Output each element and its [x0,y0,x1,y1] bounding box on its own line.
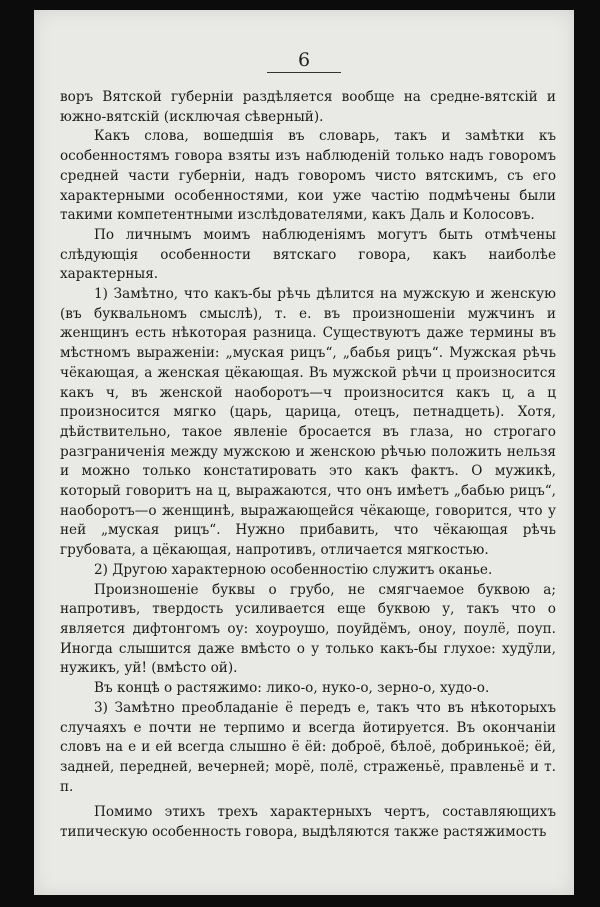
paragraph-3: По личнымъ моимъ наблюденіямъ могутъ быть отмѣчены слѣдующія особенности вятскаго говора, какъ наиболѣе характерныя. [60,226,556,283]
paragraph-5: 2) Другою характерною особенностію служитъ оканье. [94,561,493,578]
page-number: 6 [297,49,311,71]
book-page [34,10,574,895]
paragraph-6: Произношеніе буквы о грубо, не смягчаемое буквою а; напротивъ, твердость усиливается еще буквою у, такъ что о является дифтонгомъ оу: хоуроушо, поуйдёмъ, оноу, поулё, поуп. Иногда слышится даже вмѣсто о у только какъ-бы глухое: худўли, нужикъ, уй! (вмѣсто ой). [60,581,556,677]
paragraph-1: воръ Вятской губерніи раздѣляется вообще на средне-вятскій и южно-вятскій (исключая сѣверный). [60,89,556,125]
paragraph-9: Помимо этихъ трехъ характерныхъ чертъ, составляющихъ типическую особенность говора, выдѣляются также растяжимость [60,804,556,841]
header-rule [267,72,341,73]
page-header [34,50,574,73]
paragraph-8: 3) Замѣтно преобладаніе ё передъ е, такъ что въ нѣкоторыхъ случаяхъ е почти не терпимо и всегда йотируется. Въ окончаніи словъ на е и ей всегда слышно ё ёй: доброё, бѣлоё, добринькоё; ёй, задней, передней, вечерней; морё, полё, страженьё, правленьё и т. п. [60,699,556,795]
body-text [60,88,556,843]
paragraph-4: 1) Замѣтно, что какъ-бы рѣчь дѣлится на мужскую и женскую (въ буквальномъ смыслѣ), т. е. въ произношеніи мужчинъ и женщинъ есть нѣкоторая разница. Существуютъ даже термины въ мѣстномъ выраженіи: „муская рицъ“, „бабья рицъ“. Мужская рѣчь чёкающая, а женская цёкающая. Въ мужской рѣчи ц произносится какъ ч, въ женской наоборотъ—ч произносится какъ ц, а ц произносится мягко (царь, царица, отецъ, петнадцеть). Хотя, дѣйствительно, такое явленіе бросается въ глаза, но строгаго разграниченія между мужскою и женскою рѣчью положить нельзя и можно только констатировать это какъ фактъ. О мужикѣ, который говоритъ на ц, выражаются, что онъ имѣетъ „бабью рицъ“, наоборотъ—о женщинѣ, выражающейся чёкающе, говорится, что у ней „муская рицъ“. Нужно прибавить, что чёкающая рѣчь грубовата, а цёкающая, напротивъ, отличается мягкостью. [60,286,556,559]
paragraph-7: Въ концѣ о растяжимо: лико-о, нуко-о, зерно-о, худо-о. [94,680,490,697]
paragraph-2: Какъ слова, вошедшія въ словарь, такъ и замѣтки къ особенностямъ говора взяты изъ наблюденій только надъ говоромъ средней части губерніи, надъ говоромъ чисто вятскимъ, съ его характерными особенностями, кои уже частію подмѣчены были такими компетентными изслѣдователями, какъ Даль и Колосовъ. [60,128,556,224]
